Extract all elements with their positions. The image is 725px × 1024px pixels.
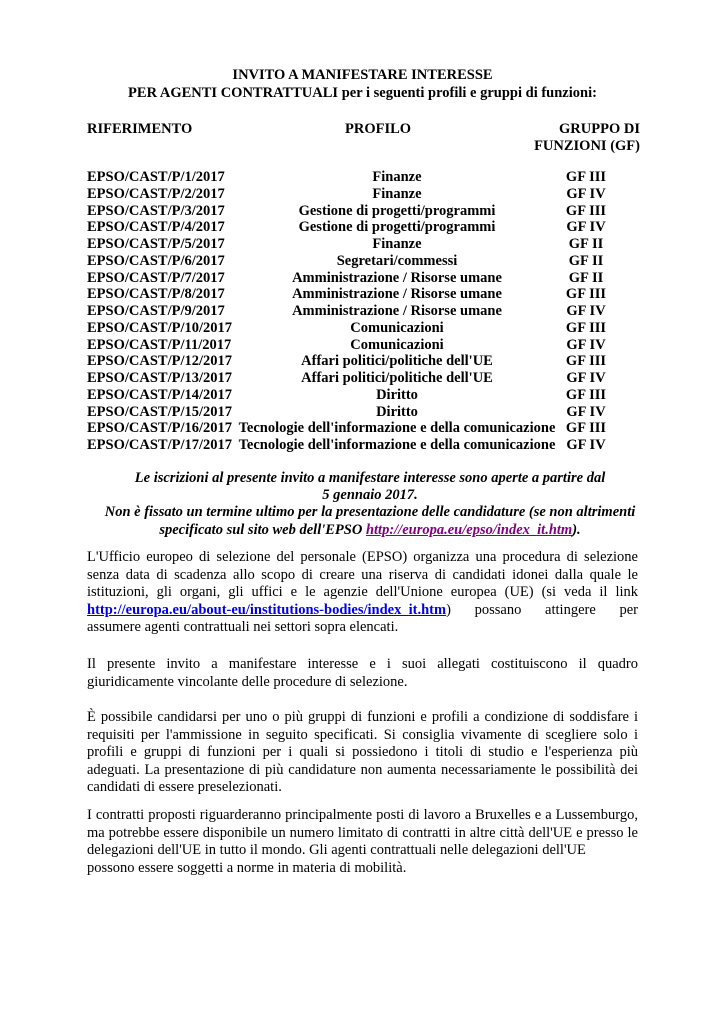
reference-cell: EPSO/CAST/P/13/2017 [87, 370, 233, 386]
notice-line-4-text: specificato sul sito web dell'EPSO [159, 521, 366, 538]
paragraph-line: L'Ufficio europeo di selezione del personale (EPSO) organizza una procedura di selezione [87, 549, 638, 565]
reference-cell: EPSO/CAST/P/12/2017 [87, 353, 233, 370]
table-row [0, 337, 725, 354]
function-group-cell: GF IV [566, 403, 606, 420]
function-group-cell: GF IV [566, 437, 606, 453]
table-row [0, 186, 725, 203]
paragraph-epso [87, 549, 638, 637]
paragraph-line: candidati di essere preselezionati. [87, 779, 282, 795]
table-row [0, 420, 725, 437]
reference-cell: EPSO/CAST/P/2/2017 [87, 185, 225, 202]
function-group-cell: GF III [565, 353, 607, 370]
function-group-cell: GF II [568, 236, 604, 252]
table-row [0, 219, 725, 236]
table-row [0, 370, 725, 387]
header-function-group-line1: GRUPPO DI [559, 121, 640, 137]
table-row [0, 203, 725, 220]
reference-cell: EPSO/CAST/P/7/2017 [87, 269, 225, 286]
profile-cell: Comunicazioni [350, 319, 444, 336]
function-group-cell: GF IV [566, 303, 606, 319]
table-row [0, 437, 725, 454]
reference-cell: EPSO/CAST/P/16/2017 [87, 420, 233, 437]
document-subtitle: PER AGENTI CONTRATTUALI per i seguenti profili e gruppi di funzioni: [128, 85, 597, 101]
reference-cell: EPSO/CAST/P/15/2017 [87, 403, 233, 420]
profile-cell: Tecnologie dell'informazione e della comunicazione [238, 437, 556, 453]
paragraph-line: Il presente invito a manifestare interesse e i suoi allegati costituiscono il quadro [87, 656, 638, 672]
profiles-table [0, 169, 725, 454]
function-group-cell: GF II [568, 252, 604, 269]
reference-cell: EPSO/CAST/P/11/2017 [87, 336, 232, 353]
table-row [0, 320, 725, 337]
profile-cell: Gestione di progetti/programmi [298, 202, 496, 219]
function-group-cell: GF III [565, 319, 607, 336]
paragraph-line: istituzioni, gli organi, gli uffici e le agenzie dell'Unione europea (UE) (si veda il link [87, 584, 638, 600]
notice-line-2: 5 gennaio 2017. [322, 487, 418, 504]
notice-line-1: Le iscrizioni al presente invito a manifestare interesse sono aperte a partire dal [134, 470, 606, 486]
paragraph-line: delegazioni dell'UE in tutto il mondo. Gli agenti contrattuali nelle delegazioni dell'UE [87, 842, 586, 858]
profile-cell: Gestione di progetti/programmi [298, 219, 496, 236]
notice-line-3: Non è fissato un termine ultimo per la presentazione delle candidature (se non altrimenti [104, 504, 636, 521]
reference-cell: EPSO/CAST/P/17/2017 [87, 437, 233, 453]
table-row [0, 353, 725, 370]
paragraph-legal-framework [87, 656, 638, 691]
paragraph-applications [87, 709, 638, 797]
table-row [0, 236, 725, 253]
paragraph-line: giuridicamente vincolante delle procedure di selezione. [87, 673, 408, 690]
profile-cell: Amministrazione / Risorse umane [292, 303, 502, 319]
table-row [0, 169, 725, 186]
profile-cell: Affari politici/politiche dell'UE [301, 370, 493, 386]
reference-cell: EPSO/CAST/P/8/2017 [87, 286, 225, 303]
function-group-cell: GF IV [566, 219, 606, 236]
profile-cell: Diritto [376, 386, 418, 403]
reference-cell: EPSO/CAST/P/4/2017 [87, 219, 225, 236]
table-row [0, 387, 725, 404]
reference-cell: EPSO/CAST/P/3/2017 [87, 202, 225, 219]
institutions-link[interactable]: http://europa.eu/about-eu/institutions-bodies/index_it.htm [87, 601, 447, 618]
profile-cell: Amministrazione / Risorse umane [292, 286, 502, 303]
paragraph-line: assumere agenti contrattuali nei settori sopra elencati. [87, 619, 399, 635]
notice-block [80, 470, 660, 539]
function-group-cell: GF III [565, 386, 607, 403]
function-group-cell: GF IV [566, 370, 606, 386]
reference-cell: EPSO/CAST/P/10/2017 [87, 319, 233, 336]
paragraph-line: profili e gruppi di funzioni per i quali si possiedono i titoli di studio e l'esperienza più [87, 744, 638, 760]
header-reference: RIFERIMENTO [87, 121, 193, 137]
header-profile: PROFILO [345, 121, 412, 137]
profile-cell: Affari politici/politiche dell'UE [301, 353, 493, 370]
table-row [0, 303, 725, 320]
table-row [0, 253, 725, 270]
function-group-cell: GF IV [566, 336, 606, 353]
document-title: INVITO A MANIFESTARE INTERESSE [232, 67, 493, 83]
paragraph-line: possono essere soggetti a norme in materia di mobilità. [87, 859, 407, 876]
profile-cell: Finanze [372, 169, 422, 185]
profile-cell: Tecnologie dell'informazione e della comunicazione [238, 420, 556, 437]
notice-line-4-suffix: ). [572, 521, 581, 538]
function-group-cell: GF III [565, 420, 607, 437]
paragraph-line-suffix: ) possano attingere per [446, 601, 638, 618]
paragraph-line: senza data di scadenza allo scopo di creare una riserva di candidati idonei dalla quale le [87, 566, 638, 583]
profile-cell: Finanze [372, 236, 422, 252]
function-group-cell: GF III [565, 286, 607, 303]
table-row [0, 270, 725, 287]
header-function-group [530, 121, 640, 155]
paragraph-line: adeguati. La presentazione di più candidature non aumenta necessariamente le possibilità dei [87, 761, 638, 778]
reference-cell: EPSO/CAST/P/1/2017 [87, 169, 225, 185]
function-group-cell: GF III [565, 202, 607, 219]
profile-cell: Amministrazione / Risorse umane [292, 269, 502, 286]
notice-line-4 [80, 522, 660, 539]
function-group-cell: GF II [568, 269, 604, 286]
reference-cell: EPSO/CAST/P/9/2017 [87, 303, 225, 319]
reference-cell: EPSO/CAST/P/6/2017 [87, 252, 225, 269]
paragraph-line: È possibile candidarsi per uno o più gruppi di funzioni e profili a condizione di soddisfare i [87, 709, 638, 725]
function-group-cell: GF IV [566, 185, 606, 202]
paragraph-line: requisiti per l'ammissione in seguito specificati. Si consiglia vivamente di scegliere solo i [87, 726, 638, 743]
paragraph-contracts [87, 807, 638, 877]
profile-cell: Finanze [372, 185, 422, 202]
paragraph-line: ma potrebbe essere disponibile un numero limitato di contratti in altre città dell'UE e presso le [87, 824, 638, 841]
paragraph-line [87, 602, 638, 620]
epso-link[interactable]: http://europa.eu/epso/index_it.htm [365, 521, 573, 538]
table-row [0, 404, 725, 421]
function-group-cell: GF III [565, 169, 607, 185]
reference-cell: EPSO/CAST/P/14/2017 [87, 386, 233, 403]
reference-cell: EPSO/CAST/P/5/2017 [87, 236, 225, 252]
table-row [0, 286, 725, 303]
profile-cell: Comunicazioni [350, 336, 444, 353]
profile-cell: Segretari/commessi [336, 252, 458, 269]
paragraph-line: I contratti proposti riguarderanno principalmente posti di lavoro a Bruxelles e a Lussemburgo, [87, 807, 638, 823]
profile-cell: Diritto [376, 403, 418, 420]
header-function-group-line2: FUNZIONI (GF) [534, 138, 640, 154]
